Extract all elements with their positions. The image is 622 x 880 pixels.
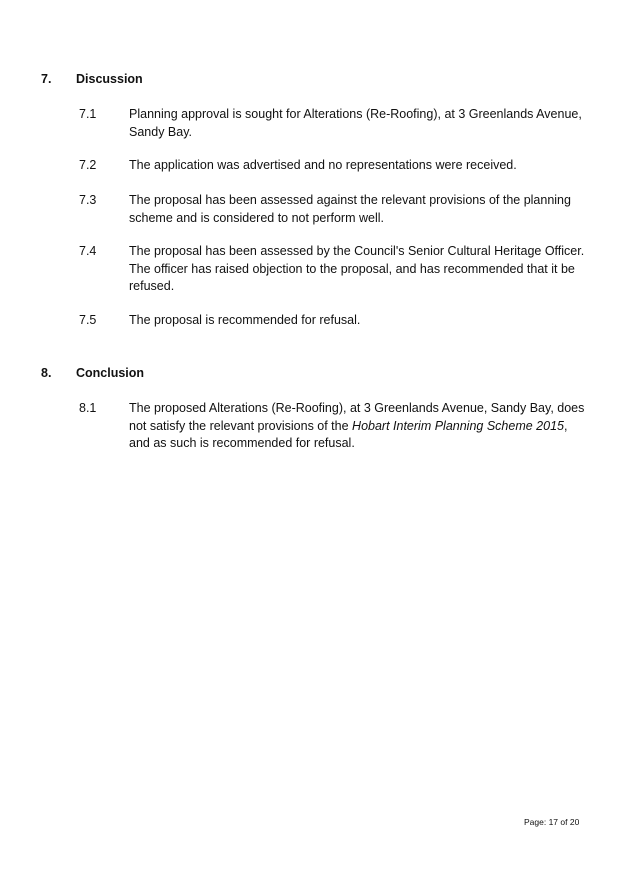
item-text: The proposal has been assessed against the relevant provisions of the planning scheme and is considered to not perform well. bbox=[129, 193, 571, 225]
list-item-7-1 bbox=[79, 106, 589, 141]
item-text-after: , and as such is recommended for refusal. bbox=[129, 418, 568, 450]
page-number: Page: 17 of 20 bbox=[524, 817, 580, 827]
list-item-7-4 bbox=[79, 243, 589, 296]
item-text: The proposal is recommended for refusal. bbox=[129, 313, 361, 327]
item-number: 7.3 bbox=[79, 193, 97, 207]
item-number: 7.4 bbox=[79, 244, 97, 258]
list-item-7-3 bbox=[79, 192, 589, 227]
section-number: 7. bbox=[41, 72, 52, 86]
item-number: 8.1 bbox=[79, 401, 97, 415]
item-number: 7.2 bbox=[79, 158, 97, 172]
item-text: Planning approval is sought for Alterations (Re-Roofing), at 3 Greenlands Avenue, Sandy Bay. bbox=[129, 107, 582, 139]
item-text: The application was advertised and no representations were received. bbox=[129, 158, 517, 172]
section-title: Discussion bbox=[76, 72, 143, 86]
item-text bbox=[129, 400, 589, 453]
section-heading-discussion bbox=[41, 70, 143, 88]
item-number: 7.1 bbox=[79, 107, 97, 121]
section-heading-conclusion bbox=[41, 364, 144, 382]
section-number: 8. bbox=[41, 366, 52, 380]
item-number: 7.5 bbox=[79, 313, 97, 327]
list-item-7-5 bbox=[79, 312, 589, 330]
list-item-7-2 bbox=[79, 157, 589, 175]
list-item-8-1 bbox=[79, 400, 589, 453]
item-text-before: The proposed Alterations (Re-Roofing), at 3 Greenlands Avenue, Sandy Bay, does not satisfy the relevant provisions of the bbox=[129, 401, 585, 433]
item-text: The proposal has been assessed by the Council's Senior Cultural Heritage Officer. The officer has raised objection to the proposal, and has recommended that it be refused. bbox=[129, 244, 585, 293]
scheme-title: Hobart Interim Planning Scheme 2015 bbox=[352, 418, 564, 433]
section-title: Conclusion bbox=[76, 366, 145, 380]
